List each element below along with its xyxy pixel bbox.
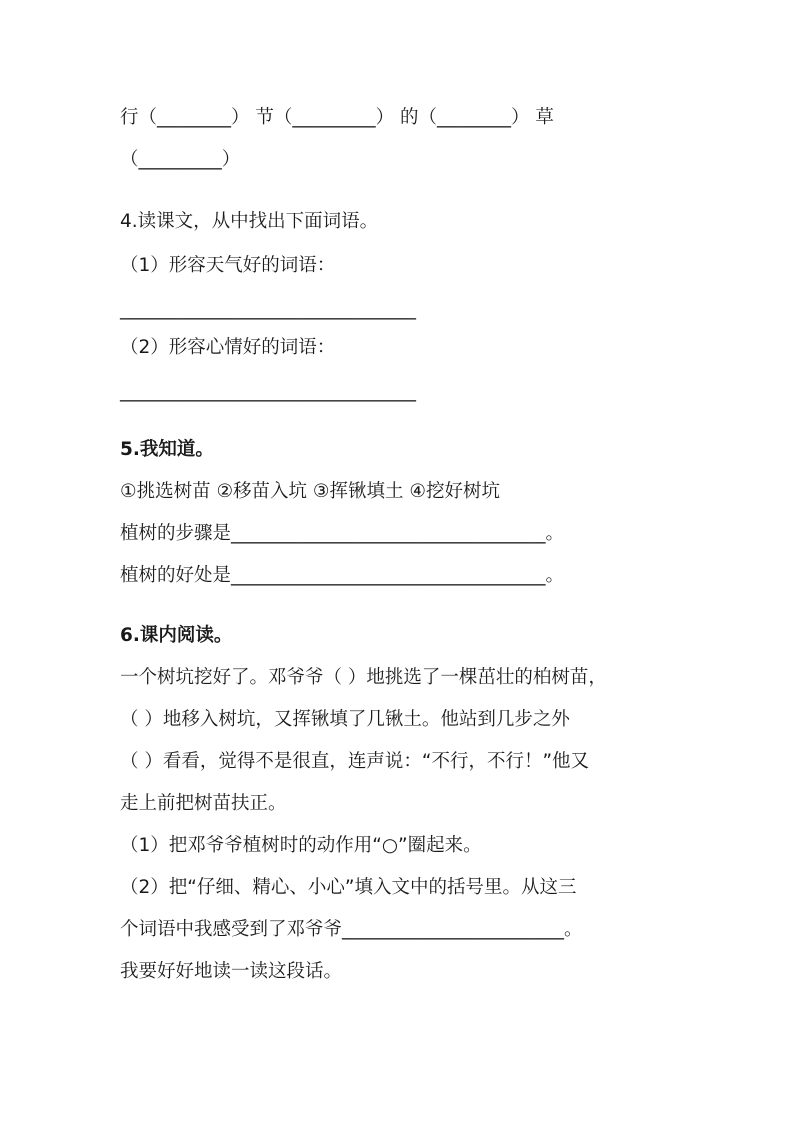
q3-row1: 行（________） 节（_________） 的（________） 草 <box>120 107 554 128</box>
q6-sub3: 个词语中我感受到了邓爷爷________________________。 <box>120 919 583 940</box>
q4-sub2: （2）形容心情好的词语： <box>120 337 336 358</box>
q6-title: 6.课内阅读。 <box>120 625 233 646</box>
q4-answer-line2: ________________________________ <box>120 381 416 402</box>
q5-options: ①挑选树苗 ②移苗入坑 ③挥锹填土 ④挖好树坑 <box>120 481 500 502</box>
q4-title: 4.读课文，从中找出下面词语。 <box>120 211 379 232</box>
q6-passage-line3: （ ）看看，觉得不是很直，连声说：“不行，不行！”他又 <box>120 751 590 772</box>
q3-row2: （_________） <box>120 149 241 170</box>
q6-passage-line1: 一个树坑挖好了。邓爷爷（ ）地挑选了一棵茁壮的柏树苗， <box>120 667 607 688</box>
q6-sub4: 我要好好地读一读这段话。 <box>120 961 343 982</box>
q6-passage-line4: 走上前把树苗扶正。 <box>120 793 287 814</box>
q5-title: 5.我知道。 <box>120 439 214 460</box>
q5-benefits: 植树的好处是__________________________________。 <box>120 565 565 586</box>
q6-sub1: （1）把邓爷爷植树时的动作用“○”圈起来。 <box>120 835 482 856</box>
q4-answer-line1: ________________________________ <box>120 299 416 320</box>
q6-passage-line2: （ ）地移入树坑，又挥锹填了几锹土。他站到几步之外 <box>120 709 570 730</box>
q4-sub1: （1）形容天气好的词语： <box>120 255 336 276</box>
q6-sub2: （2）把“仔细、精心、小心”填入文中的括号里。从这三 <box>120 877 577 898</box>
q5-steps: 植树的步骤是__________________________________。 <box>120 523 565 544</box>
